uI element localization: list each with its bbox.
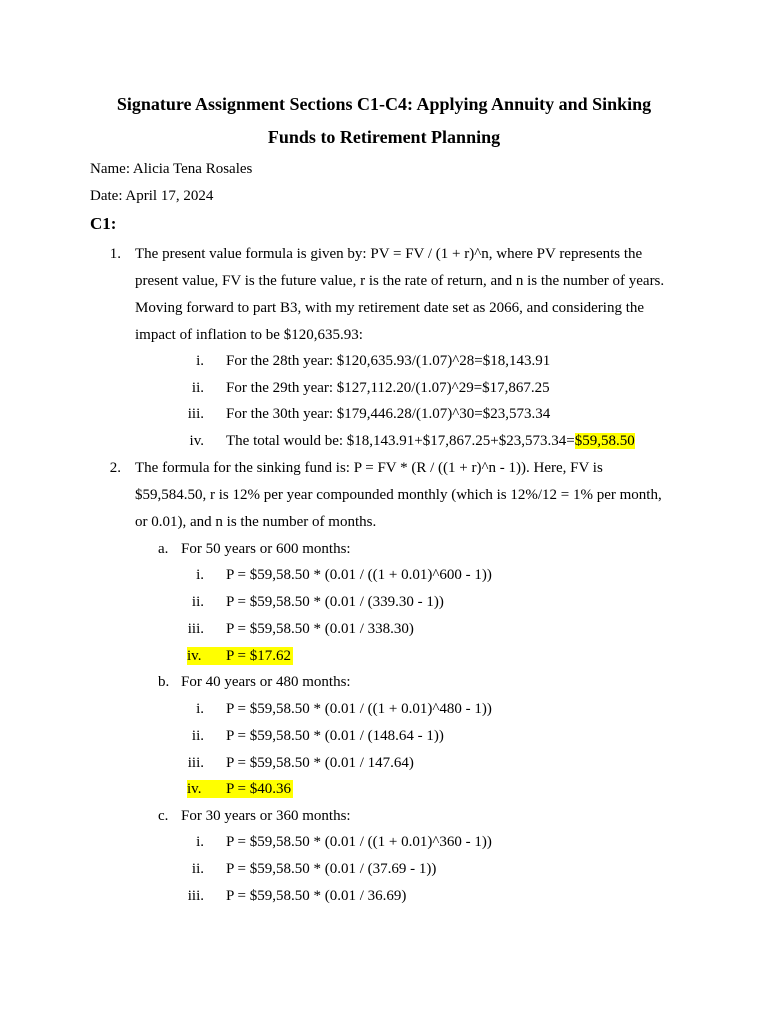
highlighted-result	[187, 647, 293, 665]
list-marker: b.	[158, 674, 170, 690]
list-marker: iii.	[187, 888, 204, 904]
document-title-line-1: Signature Assignment Sections C1-C4: Applying Annuity and Sinking	[116, 94, 652, 114]
list-marker: iv.	[187, 648, 202, 664]
calc-step: P = $59,58.50 * (0.01 / ((1 + 0.01)^600 - 1))	[226, 567, 492, 583]
paragraph-line: or 0.01), and n is the number of months.	[135, 514, 377, 530]
paragraph-line: $59,584.50, r is 12% per year compounded monthly (which is 12%/12 = 1% per month,	[135, 487, 662, 503]
list-marker: ii.	[191, 861, 204, 877]
paragraph-line: impact of inflation to be $120,635.93:	[135, 327, 363, 343]
list-marker: a.	[158, 541, 169, 557]
calc-result: P = $17.62	[226, 648, 291, 664]
list-marker: i.	[196, 567, 204, 583]
calc-step: P = $59,58.50 * (0.01 / (339.30 - 1))	[226, 594, 444, 610]
list-marker: 2.	[109, 460, 121, 476]
list-marker: iii.	[187, 406, 204, 422]
highlighted-result	[187, 780, 293, 798]
paragraph-line: present value, FV is the future value, r is the rate of return, and n is the number of years.	[135, 273, 665, 289]
list-marker: iv.	[189, 433, 204, 449]
list-marker: iv.	[187, 781, 202, 797]
calc-step: P = $59,58.50 * (0.01 / (148.64 - 1))	[226, 728, 444, 744]
part-label: For 40 years or 480 months:	[181, 674, 351, 690]
paragraph-line: Moving forward to part B3, with my retirement date set as 2066, and considering the	[135, 300, 645, 316]
calc-step: P = $59,58.50 * (0.01 / ((1 + 0.01)^480 - 1))	[226, 701, 492, 717]
list-marker: ii.	[191, 380, 204, 396]
total-line	[226, 432, 635, 450]
paragraph-line: The formula for the sinking fund is: P = FV * (R / ((1 + r)^n - 1)). Here, FV is	[135, 460, 603, 476]
total-text: The total would be: $18,143.91+$17,867.25+$23,573.34=	[226, 433, 575, 449]
section-heading: C1:	[90, 214, 117, 233]
calc-step: P = $59,58.50 * (0.01 / 338.30)	[226, 621, 414, 637]
list-marker: iii.	[187, 621, 204, 637]
highlighted-total: $59,58.50	[574, 433, 635, 449]
list-marker: c.	[158, 808, 169, 824]
list-item: For the 30th year: $179,446.28/(1.07)^30=$23,573.34	[226, 406, 551, 422]
part-label: For 50 years or 600 months:	[181, 541, 351, 557]
list-marker: i.	[196, 834, 204, 850]
calc-step: P = $59,58.50 * (0.01 / 147.64)	[226, 755, 414, 771]
paragraph-line: The present value formula is given by: PV = FV / (1 + r)^n, where PV represents the	[135, 246, 643, 262]
calc-result: P = $40.36	[226, 781, 291, 797]
author-name: Name: Alicia Tena Rosales	[90, 161, 253, 177]
list-marker: iii.	[187, 755, 204, 771]
list-item: For the 28th year: $120,635.93/(1.07)^28=$18,143.91	[226, 353, 551, 369]
calc-step: P = $59,58.50 * (0.01 / (37.69 - 1))	[226, 861, 437, 877]
part-label: For 30 years or 360 months:	[181, 808, 351, 824]
list-marker: i.	[196, 701, 204, 717]
calc-step: P = $59,58.50 * (0.01 / ((1 + 0.01)^360 - 1))	[226, 834, 492, 850]
list-marker: ii.	[191, 728, 204, 744]
document-date: Date: April 17, 2024	[90, 188, 214, 204]
list-marker: i.	[196, 353, 204, 369]
document-title-line-2: Funds to Retirement Planning	[267, 127, 501, 147]
list-marker: 1.	[109, 246, 121, 262]
calc-step: P = $59,58.50 * (0.01 / 36.69)	[226, 888, 407, 904]
list-item: For the 29th year: $127,112.20/(1.07)^29=$17,867.25	[226, 380, 550, 396]
list-marker: ii.	[191, 594, 204, 610]
